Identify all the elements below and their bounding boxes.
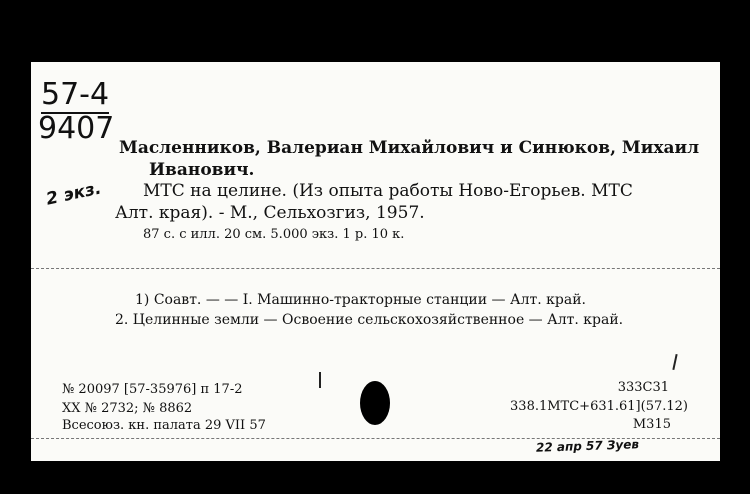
- author-heading-line1: Масленников, Валериан Михайлович и Синюков, Михаил: [119, 138, 700, 158]
- handwritten-note: 2 экз.: [44, 178, 104, 210]
- record-number-line: № 20097 [57-35976] п 17-2: [62, 382, 243, 397]
- pen-mark: [672, 354, 677, 370]
- tracing-line2: 2. Целинные земли — Освоение сельскохозяйственное — Алт. край.: [115, 312, 624, 328]
- author-heading-line2: Иванович.: [149, 160, 255, 180]
- call-number-bottom: 9407: [38, 111, 115, 146]
- pen-mark: [319, 372, 321, 388]
- ink-blot-stamp: [360, 381, 390, 425]
- dotted-rule: [31, 438, 720, 439]
- tracing-line1: 1) Соавт. — — I. Машинно-тракторные станции — Алт. край.: [135, 292, 586, 308]
- classification-code: 333С31: [617, 380, 669, 395]
- footer-scribble: 22 апр 57 Зуев: [535, 437, 640, 455]
- dotted-rule: [31, 268, 720, 269]
- author-mark: М315: [632, 417, 671, 432]
- title-line2: Алт. края). - М., Сельхозгиз, 1957.: [115, 203, 425, 223]
- call-number-top: 57-4: [41, 77, 110, 112]
- catalog-card: [31, 62, 720, 461]
- title-line1: МТС на целине. (Из опыта работы Ново-Егорьев. МТС: [143, 181, 633, 201]
- collation-line: 87 с. с илл. 20 см. 5.000 экз. 1 р. 10 к.: [143, 227, 405, 242]
- publisher-chamber-line: Всесоюз. кн. палата 29 VII 57: [62, 418, 266, 433]
- udc-code: 338.1МТС+631.61](57.12): [510, 399, 688, 414]
- registry-number-line: XX № 2732; № 8862: [62, 401, 193, 416]
